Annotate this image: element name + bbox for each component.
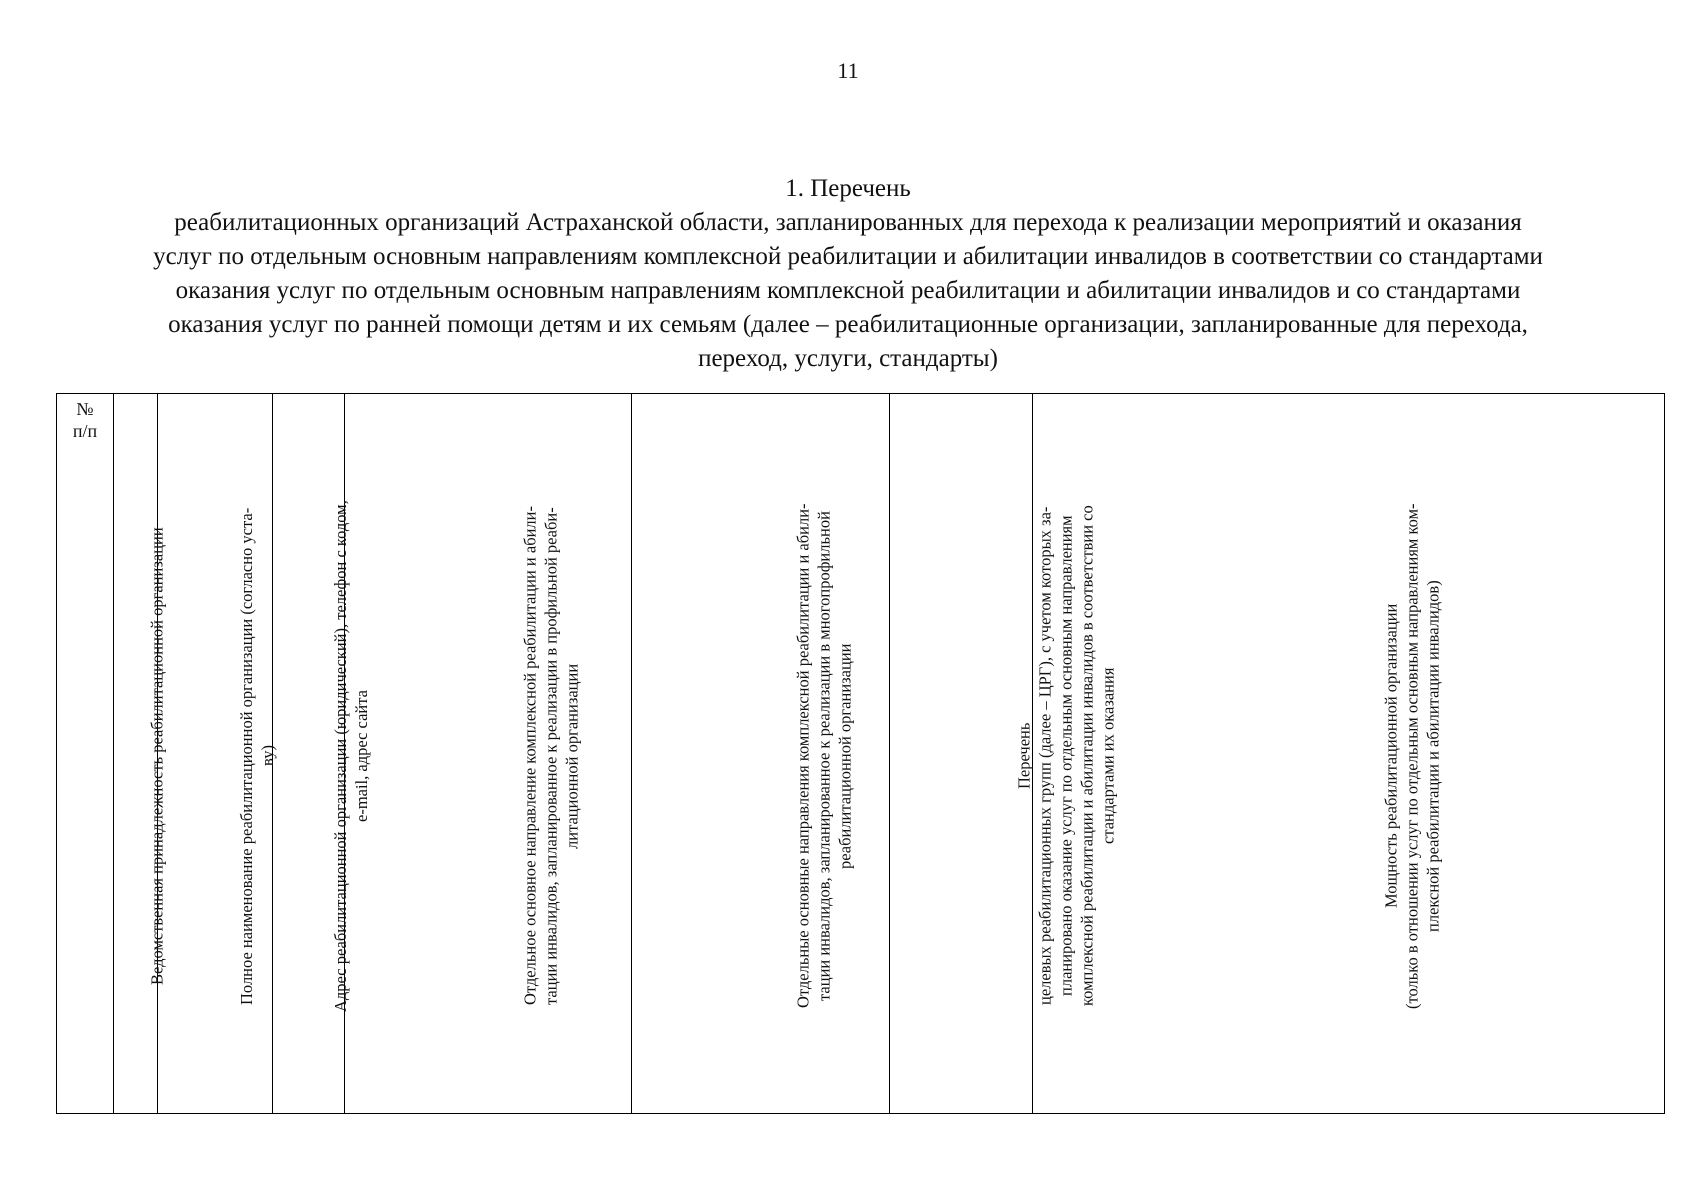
column-header-address: Адрес реабилитационной организации (юридический), телефон с кодом, e-mail, адрес сайта <box>273 394 345 1114</box>
title-line: оказания услуг по отдельным основным направлениям комплексной реабилитации и абилитации инвалидов и со стандартами <box>175 277 1521 304</box>
title-line: реабилитационных организаций Астраханской области, запланированных для перехода к реализации мероприятий и оказания <box>174 209 1522 236</box>
column-header-full-name: Полное наименование реабилитационной организации (согласно уста- ву) <box>158 394 273 1114</box>
column-header-single-direction: Отдельное основное направление комплексной реабилитации и абили- тации инвалидов, запланированное к реализации в профильной реаби- литационной организации <box>345 394 632 1114</box>
title-line: услуг по отдельным основным направлениям комплексной реабилитации и абилитации инвалидов в соответствии со стандартами <box>153 243 1543 270</box>
title-line: переход, услуги, стандарты) <box>698 345 998 372</box>
title-line: оказания услуг по ранней помощи детям и их семьям (далее – реабилитационные организации, запланированные для перехода, <box>168 311 1528 338</box>
column-header-target-groups: Перечень целевых реабилитационных групп (далее – ЦРГ), с учетом которых за- планировано оказание услуг по отдельным основным направлениям комплексной реабилитации и абилитации инвалидов в соответствии со стандартами их оказания <box>890 394 1033 1114</box>
column-header-capacity: Мощность реабилитационной организации (только в отношении услуг по отдельным основным направлениям ком- плексной реабилитации и абилитации инвалидов) <box>1033 394 1665 1114</box>
table-header-row <box>57 394 1665 1114</box>
page-number: 11 <box>837 58 859 83</box>
column-header-departmental-affiliation: Ведомственная принадлежность реабилитационной организации <box>114 394 158 1114</box>
column-header-multiple-directions: Отдельные основные направления комплексной реабилитации и абили- тации инвалидов, запланированное к реализации в многопрофильной реабилитационной организации <box>632 394 890 1114</box>
document-title <box>50 172 1646 376</box>
column-header-number: № п/п <box>57 394 114 1114</box>
rehabilitation-organizations-table <box>56 393 1665 1114</box>
title-heading: 1. Перечень <box>785 175 911 202</box>
